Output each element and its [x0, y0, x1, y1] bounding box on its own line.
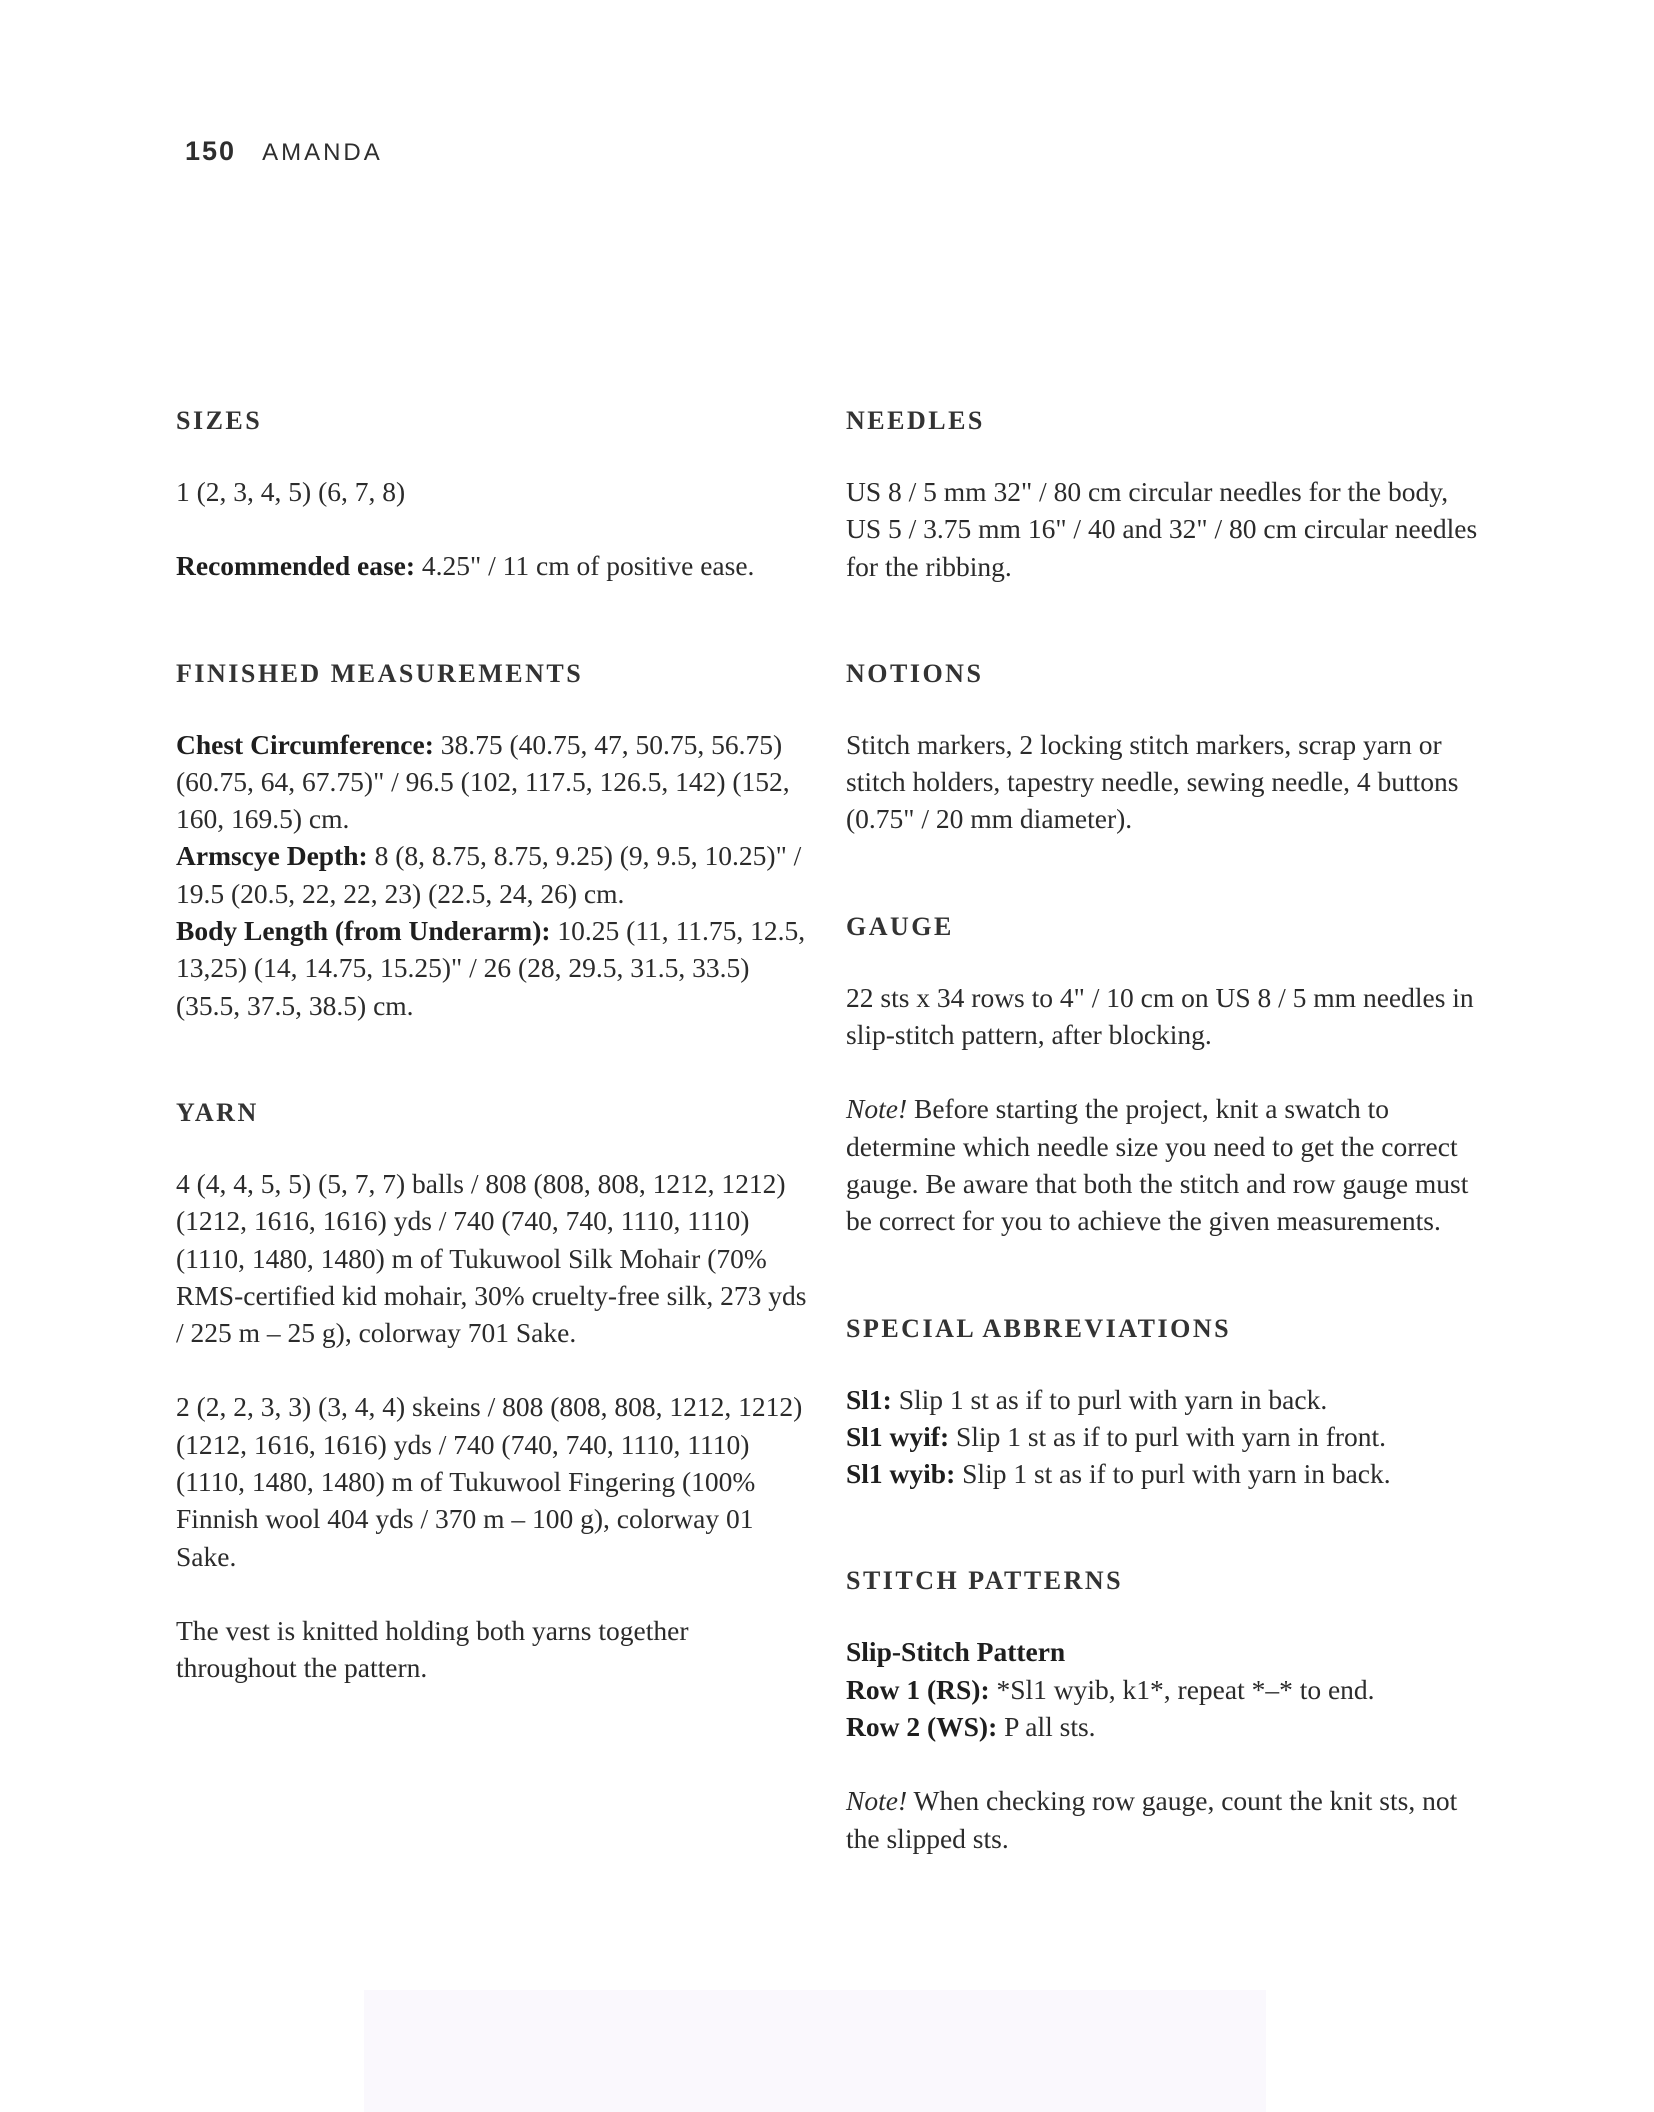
gauge-text: 22 sts x 34 rows to 4" / 10 cm on US 8 / 5 mm needles in slip-stitch pattern, after blocking.: [846, 981, 1474, 1051]
bottom-image-edge: [364, 1990, 1266, 2112]
length-value: 10.25 (11, 11.75, 12.5, 13,25) (14, 14.75, 15.25)" / 26 (28, 29.5, 31.5, 33.5) (35.5, 37.5, 38.5) cm.: [176, 915, 806, 1021]
gauge-section: [846, 909, 1486, 1240]
abbreviations-section: [846, 1311, 1486, 1493]
chest-label: Chest Circumference:: [176, 728, 434, 760]
armscye-value: 8 (8, 8.75, 8.75, 9.25) (9, 9.5, 10.25)" / 19.5 (20.5, 22, 22, 23) (22.5, 24, 26) cm.: [176, 840, 802, 909]
pattern-name-text: Slip-Stitch Pattern: [846, 1636, 1066, 1668]
yarn-note: The vest is knitted holding both yarns together throughout the pattern.: [176, 1614, 689, 1684]
abbreviation-item: [846, 1455, 1486, 1492]
pattern-row-2: [846, 1708, 1486, 1745]
abbreviation-item: [846, 1418, 1486, 1455]
yarn-section: [176, 1095, 816, 1687]
yarn-mohair: 4 (4, 4, 5, 5) (5, 7, 7) balls / 808 (808, 808, 1212, 1212) (1212, 1616, 1616) yds / 740 (740, 740, 1110, 1110) (1110, 1480, 1480) m of Tukuwool Silk Mohair (70% RMS-certified kid mohair, 30% cruelty-free silk, 273 yds / 225 m – 25 g), colorway 701 Sake.: [176, 1167, 807, 1349]
row-2-label: Row 2 (WS):: [846, 1711, 998, 1743]
needles-heading: NEEDLES: [846, 406, 985, 435]
gauge-note-label: Note!: [846, 1093, 908, 1125]
finished-measurements-heading: FINISHED MEASUREMENTS: [176, 658, 584, 688]
gauge-note-text: Before starting the project, knit a swatch to determine which needle size you need to get the correct gauge. Be aware that both the stitch and row gauge must be correct for you to achieve the given measurements.: [846, 1093, 1469, 1237]
finished-measurements-section: [176, 656, 816, 1024]
stitch-patterns-heading: STITCH PATTERNS: [846, 1566, 1124, 1596]
abbreviation-term: Sl1:: [846, 1383, 892, 1415]
abbreviation-def: Slip 1 st as if to purl with yarn in back.: [891, 1383, 1328, 1415]
abbreviation-term: Sl1 wyib:: [846, 1458, 956, 1490]
ease-value: 4.25" / 11 cm of positive ease.: [415, 550, 755, 582]
yarn-fingering: 2 (2, 2, 3, 3) (3, 4, 4) skeins / 808 (808, 808, 1212, 1212) (1212, 1616, 1616) yds / 740 (740, 740, 1110, 1110) (1110, 1480, 1480) m of Tukuwool Fingering (100% Finnish wool 404 yds / 370 m – 100 g), colorway 01 Sake.: [176, 1391, 803, 1572]
row-2-text: P all sts.: [997, 1711, 1096, 1743]
left-column: [176, 403, 816, 1758]
stitch-note-label: Note!: [846, 1785, 908, 1817]
sizes-heading: SIZES: [176, 406, 263, 435]
stitch-pattern-note: [846, 1782, 1486, 1857]
notions-heading: NOTIONS: [846, 658, 984, 688]
page-header: [185, 136, 383, 167]
page-number: 150: [185, 136, 237, 166]
right-column: [846, 403, 1486, 1928]
gauge-heading: GAUGE: [846, 911, 954, 941]
armscye-label: Armscye Depth:: [176, 840, 368, 872]
chest-circumference: [176, 726, 816, 838]
page-title: AMANDA: [262, 139, 383, 166]
ease-label: Recommended ease:: [176, 550, 416, 582]
stitch-patterns-section: [846, 1563, 1486, 1856]
abbreviation-term: Sl1 wyif:: [846, 1420, 950, 1452]
sizes-section: [176, 403, 816, 585]
length-label: Body Length (from Underarm):: [176, 915, 551, 947]
row-1-text: *Sl1 wyib, k1*, repeat *–* to end.: [989, 1673, 1375, 1705]
pattern-row-1: [846, 1671, 1486, 1708]
row-1-label: Row 1 (RS):: [846, 1673, 990, 1705]
armscye-depth: [176, 837, 816, 912]
stitch-note-text: When checking row gauge, count the knit sts, not the slipped sts.: [846, 1785, 1458, 1854]
gauge-note: [846, 1090, 1486, 1239]
yarn-heading: YARN: [176, 1097, 259, 1127]
sizes-list: 1 (2, 3, 4, 5) (6, 7, 8): [176, 476, 406, 507]
notions-text: Stitch markers, 2 locking stitch markers, scrap yarn or stitch holders, tapestry needle, sewing needle, 4 buttons (0.75" / 20 mm diameter).: [846, 728, 1459, 835]
abbreviation-item: [846, 1381, 1486, 1418]
abbreviation-def: Slip 1 st as if to purl with yarn in back.: [955, 1458, 1391, 1490]
abbreviations-heading: SPECIAL ABBREVIATIONS: [846, 1313, 1232, 1343]
abbreviation-def: Slip 1 st as if to purl with yarn in front.: [949, 1420, 1387, 1452]
notions-section: [846, 656, 1486, 838]
needles-text: US 8 / 5 mm 32" / 80 cm circular needles for the body, US 5 / 3.75 mm 16" / 40 and 32" / 80 cm circular needles for the ribbing.: [846, 476, 1478, 582]
pattern-name: [846, 1633, 1486, 1670]
recommended-ease: [176, 547, 816, 584]
body-length: [176, 912, 816, 1024]
chest-value: 38.75 (40.75, 47, 50.75, 56.75) (60.75, 64, 67.75)" / 96.5 (102, 117.5, 126.5, 142) (152, 160, 169.5) cm.: [176, 728, 790, 835]
needles-section: [846, 403, 1486, 585]
